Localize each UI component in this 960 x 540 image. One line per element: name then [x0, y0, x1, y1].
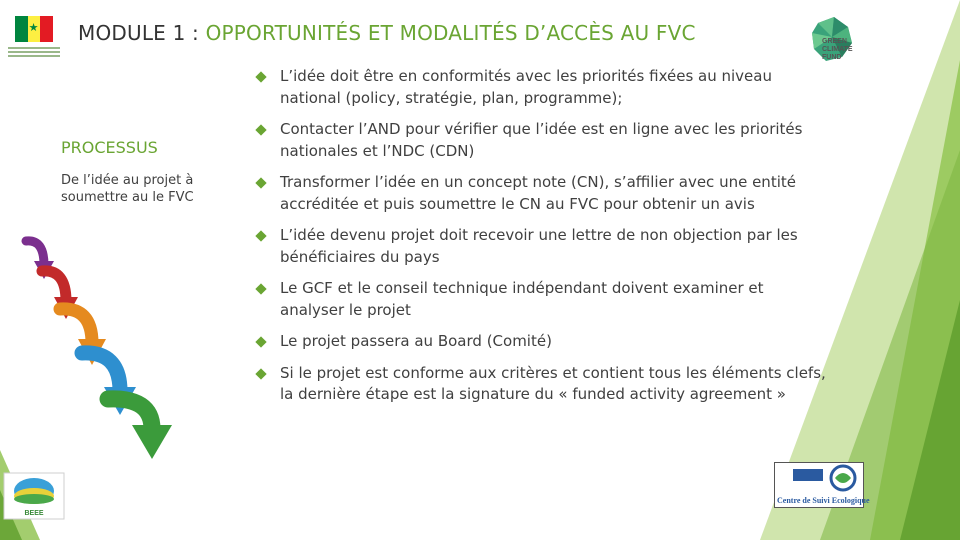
list-item: [250, 119, 830, 162]
star-icon: ★: [28, 21, 39, 34]
diamond-bullet-icon: [255, 368, 266, 379]
diamond-bullet-icon: [255, 230, 266, 241]
processus-heading: PROCESSUS: [61, 138, 158, 157]
diamond-bullet-icon: [255, 124, 266, 135]
list-item: [250, 172, 830, 215]
cse-logo-text: Centre de Suivi Ecologique: [777, 496, 870, 505]
gcf-text-line: FUND: [822, 54, 842, 61]
processus-subheading: De l’idée au projet à soumettre au le FVC: [61, 173, 194, 205]
flag-green-stripe: [15, 16, 28, 42]
ministry-line: [8, 47, 60, 49]
list-item: [250, 225, 830, 268]
list-item-text: Le projet passera au Board (Comité): [280, 332, 552, 350]
title-prefix: MODULE 1 :: [78, 21, 206, 45]
diamond-bullet-icon: [255, 71, 266, 82]
ministry-line: [8, 51, 60, 53]
list-item: [250, 66, 830, 109]
list-item: [250, 278, 830, 321]
list-item-text: L’idée doit être en conformités avec les priorités fixées au niveau national (policy, stratégie, plan, programme);: [280, 67, 772, 107]
diamond-bullet-icon: [255, 283, 266, 294]
diamond-bullet-icon: [255, 336, 266, 347]
ministry-text-lines: [6, 47, 62, 57]
cse-emblem-icon: [775, 463, 863, 493]
list-item-text: Contacter l’AND pour vérifier que l’idée est en ligne avec les priorités nationales et l’NDC (CDN): [280, 120, 803, 160]
cse-logo: [774, 462, 870, 508]
list-item-text: Le GCF et le conseil technique indépendant doivent examiner et analyser le projet: [280, 279, 764, 319]
page-title: [78, 21, 696, 45]
flag-red-stripe: [40, 16, 53, 42]
gcf-text-line: GREEN: [822, 38, 847, 45]
beee-logo: [3, 472, 65, 520]
flag-yellow-stripe: [28, 16, 41, 42]
process-steps-list: [250, 66, 830, 416]
beee-logo-text: BEEE: [24, 510, 44, 517]
list-item: [250, 331, 830, 353]
list-item-text: Transformer l’idée en un concept note (CN), s’affilier avec une entité accréditée et puis soumettre le CN au FVC pour obtenir un avis: [280, 173, 796, 213]
gcf-text-line: CLIMATE: [822, 46, 853, 53]
process-arrows-illustration: [20, 233, 245, 468]
gcf-logo-text: [822, 38, 853, 62]
list-item-text: L’idée devenu projet doit recevoir une lettre de non objection par les bénéficiaires du pays: [280, 226, 798, 266]
flag-icon: [15, 16, 53, 42]
diamond-bullet-icon: [255, 177, 266, 188]
senegal-flag-logo: [6, 6, 62, 70]
title-main: OPPORTUNITÉS ET MODALITÉS D’ACCÈS AU FVC: [205, 21, 696, 45]
ministry-line: [8, 55, 60, 57]
list-item: [250, 363, 830, 406]
list-item-text: Si le projet est conforme aux critères et contient tous les éléments clefs, la dernière étape est la signature du « funded activity agreement »: [280, 363, 826, 403]
